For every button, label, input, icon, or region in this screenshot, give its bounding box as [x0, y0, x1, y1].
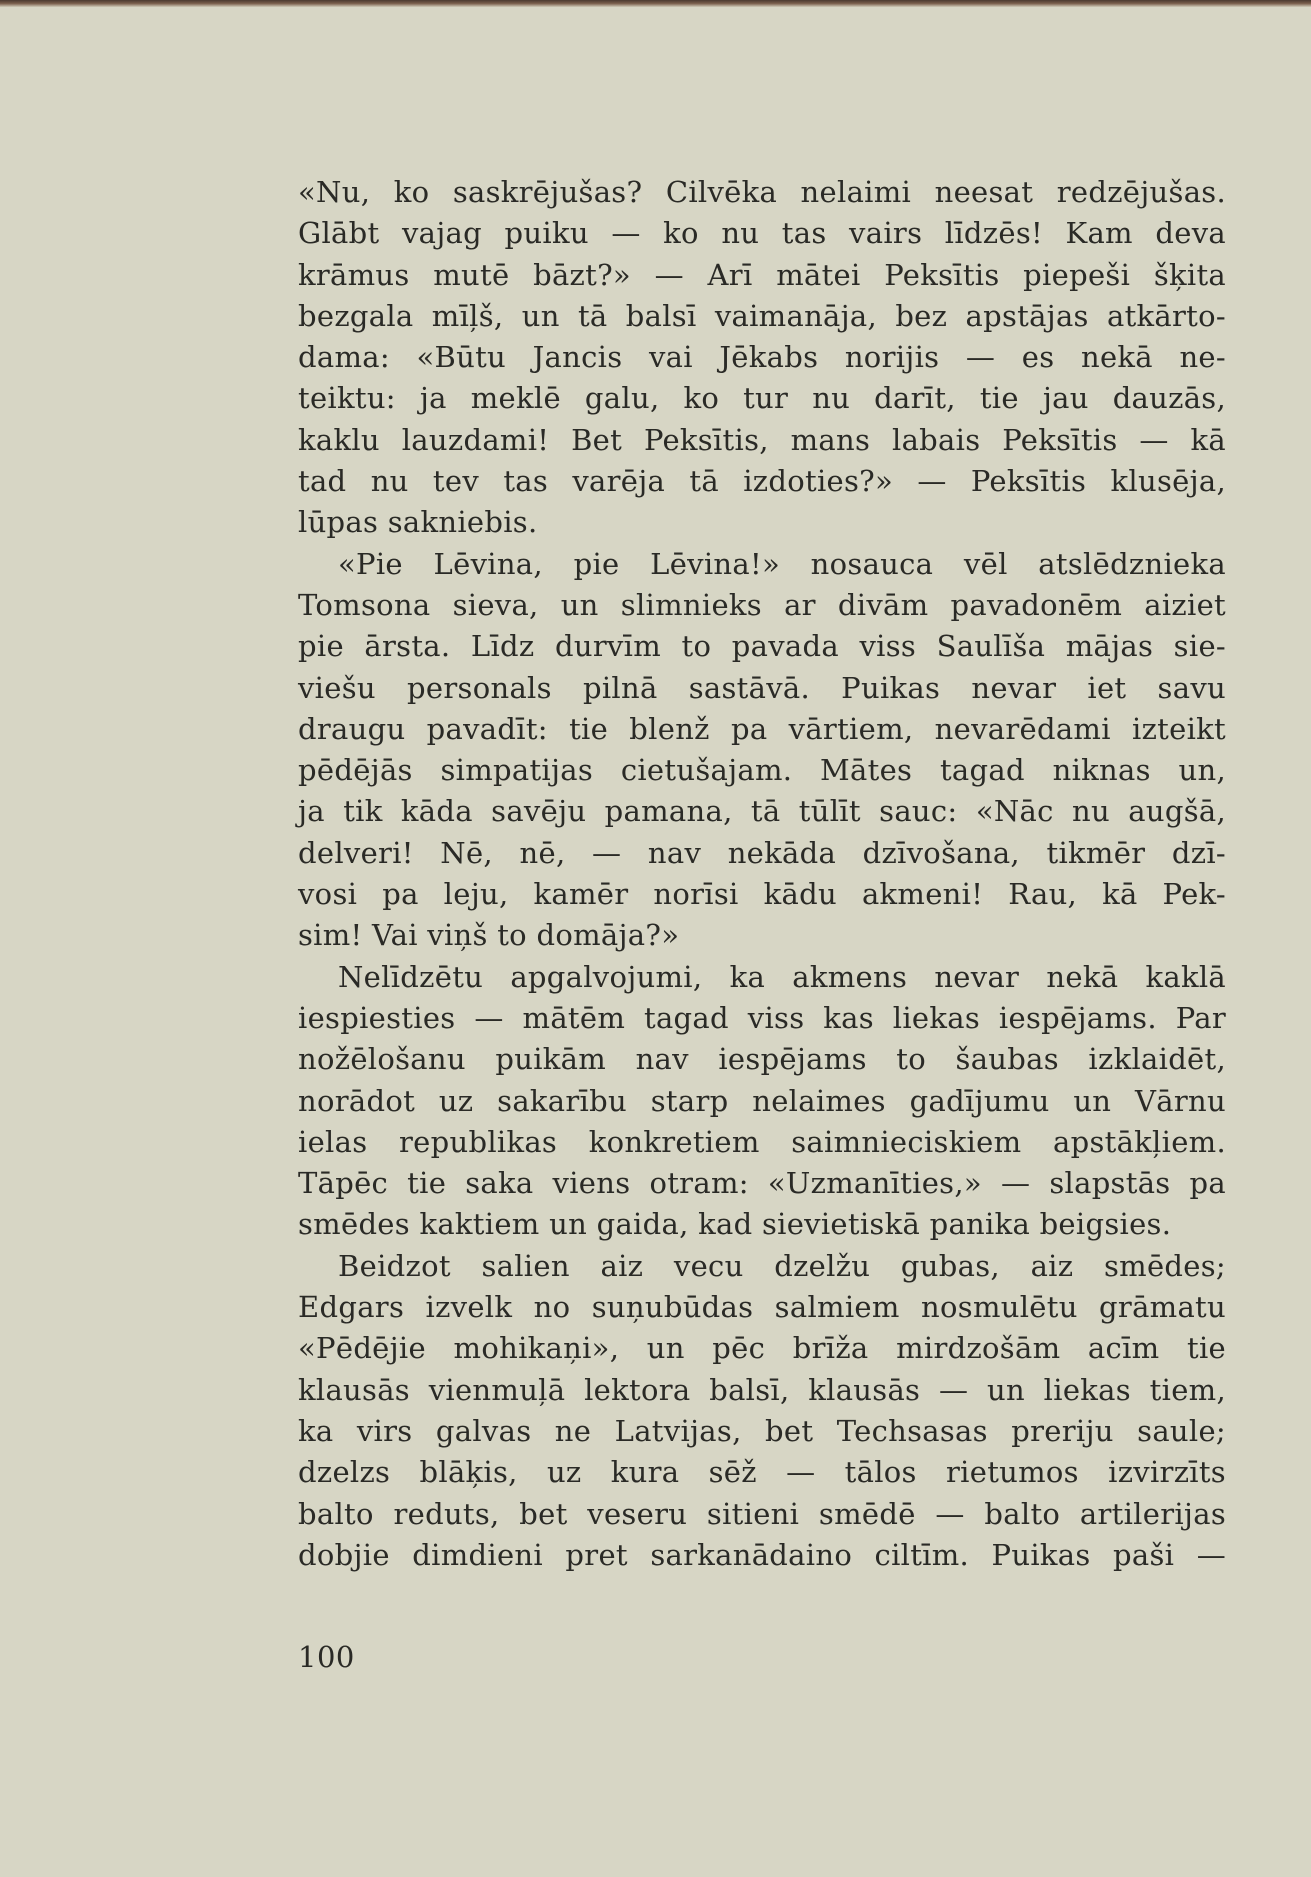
text-line: pie ārsta. Līdz durvīm to pavada viss Saulīša mājas sie- — [298, 629, 1226, 664]
text-line: smēdes kaktiem un gaida, kad sievietiskā panika beigsies. — [298, 1207, 1172, 1242]
text-line: dzelzs blāķis, uz kura sēž — tālos rietumos izvirzīts — [298, 1455, 1226, 1490]
page-number: 100 — [298, 1640, 355, 1674]
page-body-text — [298, 172, 1226, 1576]
text-line: lūpas sakniebis. — [298, 505, 538, 540]
text-line: ja tik kāda savēju pamana, tā tūlīt sauc: «Nāc nu augšā, — [298, 794, 1226, 829]
text-line: norādot uz sakarību starp nelaimes gadījumu un Vārnu — [298, 1083, 1226, 1118]
text-line: kaklu lauzdami! Bet Peksītis, mans labais Peksītis — kā — [298, 422, 1226, 457]
text-line: tad nu tev tas varēja tā izdoties?» — Peksītis klusēja, — [298, 464, 1226, 499]
text-line: draugu pavadīt: tie blenž pa vārtiem, nevarēdami izteikt — [298, 711, 1226, 746]
text-line: krāmus mutē bāzt?» — Arī mātei Peksītis piepeši šķita — [298, 257, 1226, 292]
text-line: Nelīdzētu apgalvojumi, ka akmens nevar nekā kaklā — [338, 959, 1226, 994]
text-line: Tāpēc tie saka viens otram: «Uzmanīties,» — slapstās pa — [298, 1166, 1226, 1201]
text-line: «Pie Lēvina, pie Lēvina!» nosauca vēl atslēdznieka — [338, 546, 1226, 581]
text-line: viešu personals pilnā sastāvā. Puikas nevar iet savu — [298, 670, 1226, 705]
text-line: delveri! Nē, nē, — nav nekāda dzīvošana, tikmēr dzī- — [298, 835, 1226, 870]
text-line: pēdējās simpatijas cietušajam. Mātes tagad niknas un, — [298, 753, 1226, 788]
text-line: Tomsona sieva, un slimnieks ar divām pavadonēm aiziet — [298, 587, 1226, 622]
text-line: ka virs galvas ne Latvijas, bet Techsasas preriju saule; — [298, 1413, 1226, 1448]
text-line: Edgars izvelk no suņubūdas salmiem nosmulētu grāmatu — [298, 1290, 1226, 1325]
text-line: Glābt vajag puiku — ko nu tas vairs līdzēs! Kam deva — [298, 216, 1226, 251]
text-line: ielas republikas konkretiem saimnieciskiem apstākļiem. — [298, 1124, 1226, 1159]
text-line: iespiesties — mātēm tagad viss kas liekas iespējams. Par — [298, 1000, 1226, 1035]
text-line: dama: «Būtu Jancis vai Jēkabs norijis — es nekā ne- — [298, 340, 1226, 375]
text-line: «Nu, ko saskrējušas? Cilvēka nelaimi neesat redzējušas. — [298, 175, 1226, 209]
text-line: klausās vienmuļā lektora balsī, klausās — un liekas tiem, — [298, 1372, 1226, 1407]
text-line: sim! Vai viņš to domāja?» — [298, 918, 680, 953]
text-line: balto reduts, bet veseru sitieni smēdē — balto artilerijas — [298, 1496, 1226, 1531]
text-line: teiktu: ja meklē galu, ko tur nu darīt, tie jau dauzās, — [298, 381, 1226, 416]
page-top-edge — [0, 0, 1311, 7]
text-line: bezgala mīļš, un tā balsī vaimanāja, bez apstājas atkārto- — [298, 298, 1226, 333]
text-line: vosi pa leju, kamēr norīsi kādu akmeni! Rau, kā Pek- — [298, 877, 1226, 912]
text-line: «Pēdējie mohikaņi», un pēc brīža mirdzošām acīm tie — [298, 1331, 1226, 1366]
text-line: dobjie dimdieni pret sarkanādaino ciltīm. Puikas paši — — [298, 1537, 1226, 1572]
text-line: Beidzot salien aiz vecu dzelžu gubas, aiz smēdes; — [338, 1248, 1226, 1283]
text-line: nožēlošanu puikām nav iespējams to šaubas izklaidēt, — [298, 1042, 1226, 1077]
